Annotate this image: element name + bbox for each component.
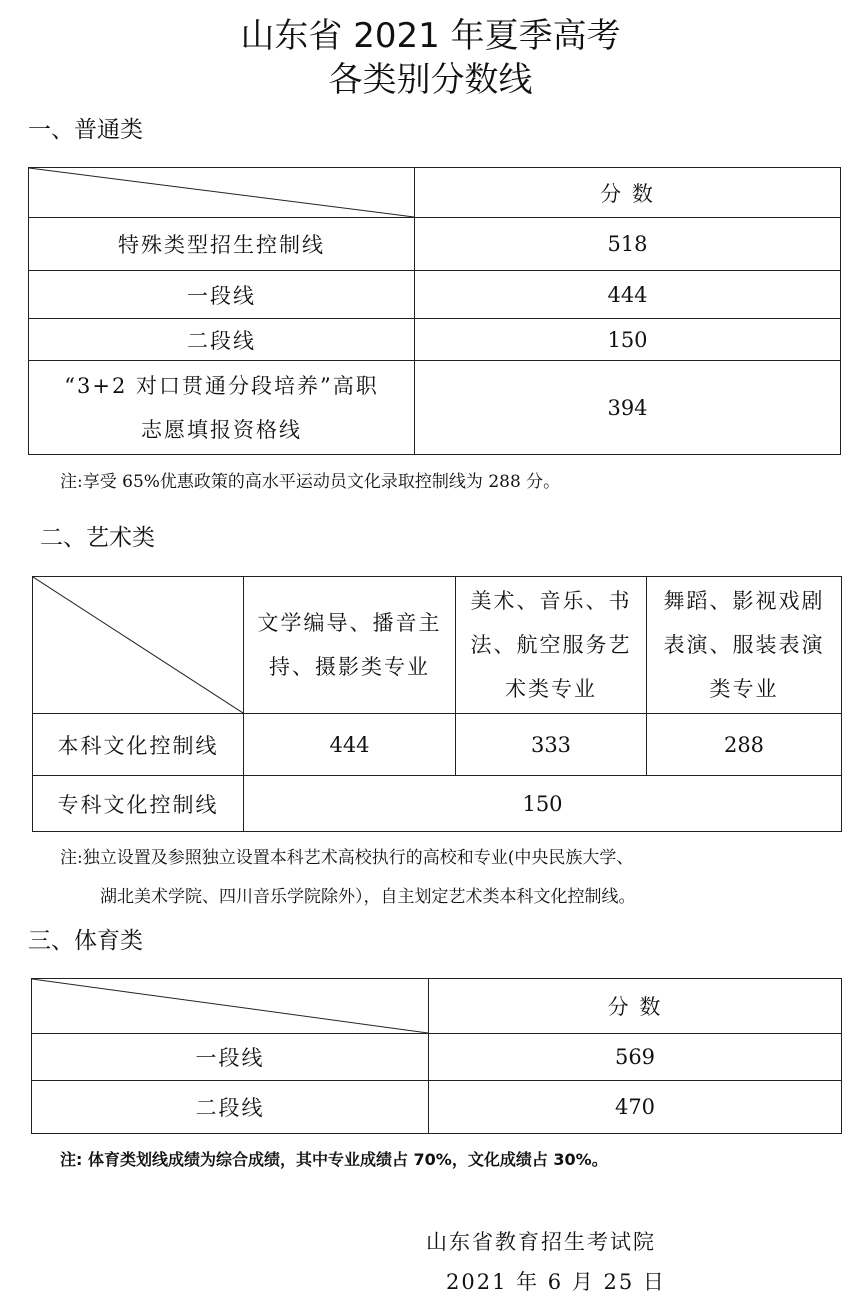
art-table [32, 576, 842, 832]
row-label: 一段线 [32, 1034, 429, 1081]
header-line: 文学编导、播音主 [257, 611, 442, 635]
page-title: 山东省 2021 年夏季高考 [240, 16, 621, 56]
row-score: 150 [244, 776, 842, 832]
row-label: 二段线 [29, 319, 415, 361]
issuing-organization: 山东省教育招生考试院 [426, 1230, 656, 1254]
diagonal-line [29, 168, 414, 217]
row-score: 444 [415, 271, 841, 319]
header-line: 持、摄影类专业 [269, 655, 430, 679]
header-score: 分 数 [429, 979, 842, 1034]
header-score: 分 数 [415, 168, 841, 218]
row-score: 444 [244, 714, 456, 776]
diagonal-header-cell [33, 577, 244, 714]
row-score: 518 [415, 218, 841, 271]
header-line: 表演、服装表演 [663, 633, 825, 657]
issue-date: 2021 年 6 月 25 日 [446, 1270, 666, 1294]
general-table [28, 167, 841, 455]
row-score: 569 [429, 1034, 842, 1081]
art-column-header [647, 577, 842, 714]
diagonal-line [32, 979, 428, 1033]
sports-table [31, 978, 842, 1134]
row-score: 470 [429, 1081, 842, 1134]
row-label-line: “3+2 对口贯通分段培养”高职 [64, 373, 379, 398]
row-label-line: 志愿填报资格线 [141, 417, 302, 442]
diagonal-header-cell [29, 168, 415, 218]
art-column-header [244, 577, 456, 714]
row-label: 本科文化控制线 [33, 714, 244, 776]
section-heading-sports: 三、体育类 [28, 928, 143, 954]
row-score: 333 [456, 714, 647, 776]
diagonal-line [33, 577, 243, 713]
art-column-header [456, 577, 647, 714]
row-score: 394 [415, 361, 841, 455]
header-line: 舞蹈、影视戏剧 [663, 589, 825, 613]
sports-note: 注: 体育类划线成绩为综合成绩，其中专业成绩占 70%，文化成绩占 30%。 [60, 1150, 608, 1169]
art-note-line: 湖北美术学院、四川音乐学院除外），自主划定艺术类本科文化控制线。 [100, 887, 636, 907]
header-line: 术类专业 [505, 677, 597, 701]
row-label: 二段线 [32, 1081, 429, 1134]
row-label: 一段线 [29, 271, 415, 319]
header-line: 法、航空服务艺 [470, 633, 632, 657]
section-heading-general: 一、普通类 [28, 117, 143, 143]
row-label: 专科文化控制线 [33, 776, 244, 832]
page-subtitle: 各类别分数线 [328, 60, 533, 100]
row-score: 288 [647, 714, 842, 776]
header-line: 类专业 [709, 677, 779, 701]
row-label: 特殊类型招生控制线 [29, 218, 415, 271]
row-score: 150 [415, 319, 841, 361]
section-heading-art: 二、艺术类 [40, 525, 155, 551]
art-note-line: 注:独立设置及参照独立设置本科艺术高校执行的高校和专业(中央民族大学、 [60, 848, 634, 868]
diagonal-header-cell [32, 979, 429, 1034]
header-line: 美术、音乐、书 [470, 589, 632, 613]
row-label-multiline [29, 361, 415, 455]
general-note: 注:享受 65%优惠政策的高水平运动员文化录取控制线为 288 分。 [60, 472, 561, 492]
